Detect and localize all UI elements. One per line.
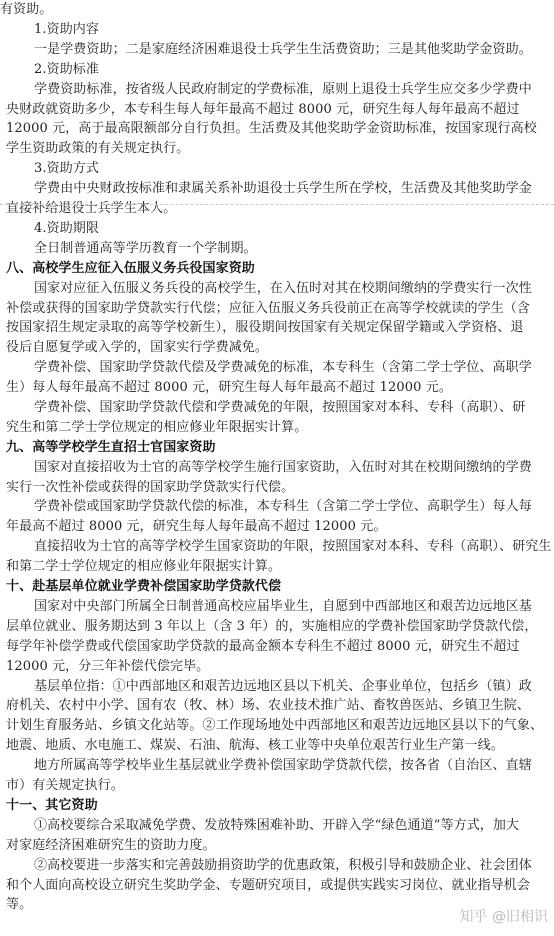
paragraph-line: 年最高不超过 8000 元，研究生每人每年最高不超过 12000 元。 [6, 519, 387, 534]
paragraph-line: 按国家招生规定录取的高等学校新生），服役期间按国家有关规定保留学籍或入学资格、退 [6, 320, 524, 335]
paragraph-line: 究生和第二学士学位规定的相应修业年限据实计算。 [6, 420, 308, 435]
paragraph-line: 市）有关规定执行。 [6, 778, 124, 793]
paragraph-line: 学费由中央财政按标准和隶属关系补助退役士兵学生所在学校，生活费及其他奖助学金 [34, 181, 532, 196]
section-heading: 十一、其它资助 [6, 798, 98, 813]
paragraph-line: 补偿或获得的国家助学贷款实行代偿；应征入伍服义务兵役前正在高等学校就读的学生（含 [6, 301, 531, 316]
paragraph-line: 和第二学士学位规定的相应修业年限据实计算。 [6, 559, 282, 574]
paragraph-line: 层单位就业、服务期达到 3 年以上（含 3 年）的，实施相应的学费补偿国家助学贷款代偿， [6, 619, 538, 634]
paragraph-line: 2.资助标准 [34, 62, 100, 77]
paragraph-line: 直接补给退役士兵学生本人。 [6, 201, 177, 216]
paragraph-line: 学费补偿、国家助学贷款代偿及学费减免的标准，本专科生（含第二学士学位、高职学 [34, 360, 532, 375]
paragraph-line: 学费资助标准，按省级人民政府制定的学费标准，原则上退役士兵学生应交多少学费中 [34, 82, 532, 97]
paragraph-line: 学费补偿或国家助学贷款代偿的标准，本专科生（含第二学士学位、高职学生）每人每 [34, 499, 532, 514]
paragraph-line: 12000 元，高于最高限额部分自行负担。生活费及其他奖助学金资助标准，按国家现行高校 [6, 121, 537, 136]
paragraph-line: ①高校要综合采取减免学费、发放特殊困难补助、开辟入学“绿色通道”等方式，加大 [34, 818, 520, 833]
section-heading: 八、高校学生应征入伍服义务兵役国家资助 [6, 261, 255, 276]
paragraph-line: 役后自愿复学或入学的，国家实行学费减免。 [6, 340, 269, 355]
paragraph-line: 地震、地质、水电施工、煤炭、石油、航海、核工业等中央单位艰苦行业生产第一线。 [6, 738, 504, 753]
watermark: 知乎 @旧相识 [459, 909, 548, 925]
paragraph-line: 府机关、农村中小学、国有农（牧、林）场、农业技术推广站、畜牧兽医站、乡镇卫生院、 [6, 698, 531, 713]
paragraph-line: 央财政就资助多少，本专科生每人每年最高不超过 8000 元，研究生每人每年最高不超过 [6, 102, 520, 117]
section-divider [0, 204, 554, 205]
paragraph-line: 和个人面向高校设立研究生奖助学金、专题研究项目，或提供实践实习岗位、就业指导机会 [6, 878, 531, 893]
section-heading: 十、赴基层单位就业学费补偿国家助学贷款代偿 [6, 579, 282, 594]
paragraph-line: 学生资助政策的有关规定执行。 [6, 141, 190, 156]
paragraph-line: 1.资助内容 [34, 22, 100, 37]
paragraph-line: 实行一次性补偿或获得的国家助学贷款实行代偿。 [6, 480, 295, 495]
paragraph-line: 对家庭经济困难研究生的资助力度。 [6, 838, 216, 853]
paragraph-line: 学费补偿、国家助学贷款代偿和学费减免的年限，按照国家对本科、专科（高职）、研 [34, 400, 526, 415]
paragraph-line: 3.资助方式 [34, 161, 100, 176]
paragraph-line: 国家对中央部门所属全日制普通高校应届毕业生，自愿到中西部地区和艰苦边远地区基 [34, 599, 532, 614]
paragraph-line: 基层单位指：①中西部地区和艰苦边远地区县以下机关、企事业单位，包括乡（镇）政 [34, 679, 532, 694]
paragraph-line: 12000 元，分三年补偿代偿完毕。 [6, 659, 210, 674]
paragraph-line: 全日制普通高等学历教育一个学制期。 [34, 241, 257, 256]
paragraph-line: 4.资助期限 [34, 221, 100, 236]
paragraph-line: 生）每人每年最高不超过 8000 元，研究生每人每年最高不超过 12000 元。 [6, 380, 452, 395]
paragraph-line: 地方所属高等学校毕业生基层就业学费补偿国家助学贷款代偿，按各省（自治区、直辖 [34, 758, 532, 773]
paragraph-line: 直接招收为士官的高等学校学生国家资助的年限，按照国家对本科、专科（高职）、研究生 [34, 539, 552, 554]
paragraph-line: 国家对直接招收为士官的高等学校学生施行国家资助，入伍时对其在校期间缴纳的学费 [34, 460, 532, 475]
paragraph-line: 计划生育服务站、乡镇文化站等。②工作现场地处中西部地区和艰苦边远地区县以下的气象、 [6, 718, 544, 733]
paragraph-line: 等。 [6, 897, 33, 912]
paragraph-line: ②高校要进一步落实和完善鼓励捐资助学的优惠政策，积极引导和鼓励企业、社会团体 [34, 858, 532, 873]
paragraph-line: 国家对应征入伍服义务兵役的高校学生，在入伍时对其在校期间缴纳的学费实行一次性 [34, 281, 532, 296]
paragraph-line: 一是学费资助；二是家庭经济困难退役士兵学生生活费资助；三是其他奖助学金资助。 [34, 42, 532, 57]
section-heading: 九、高等学校学生直招士官国家资助 [6, 440, 216, 455]
paragraph-line: 有资助。 [0, 2, 53, 17]
paragraph-line: 每学年补偿学费或代偿国家助学贷款的最高金额本专科生不超过 8000 元，研究生不超过 [6, 639, 520, 654]
